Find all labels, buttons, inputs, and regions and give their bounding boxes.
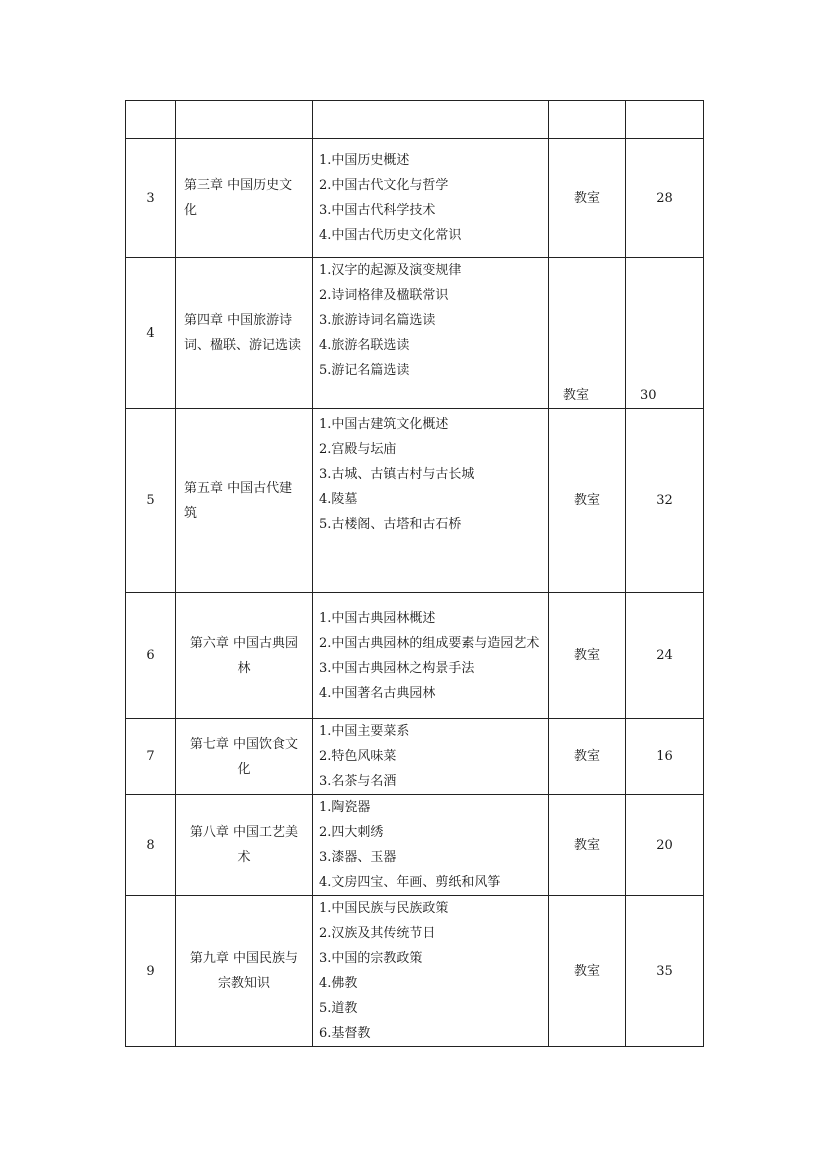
chapter-title: 第六章 中国古典园林 [176, 593, 313, 719]
content-item: 4.旅游名联选读 [319, 338, 410, 353]
table-cell-empty [176, 101, 313, 139]
content-item: 2.宫殿与坛庙 [319, 442, 397, 457]
content-item: 1.中国主要菜系 [319, 724, 410, 739]
teaching-place: 教室 [549, 795, 626, 896]
class-hours-text: 30 [640, 388, 657, 403]
row-number: 5 [126, 409, 176, 593]
table-row-empty [126, 101, 704, 139]
class-hours: 20 [626, 795, 704, 896]
content-item: 2.中国古代文化与哲学 [319, 178, 449, 193]
row-number: 7 [126, 719, 176, 795]
teaching-place: 教室 [549, 139, 626, 258]
table-row [126, 258, 704, 409]
content-item: 5.游记名篇选读 [319, 363, 410, 378]
chapter-contents [313, 409, 549, 593]
content-item: 1.中国古典园林概述 [319, 610, 436, 626]
content-item: 3.古城、古镇古村与古长城 [319, 467, 475, 482]
table-row [126, 593, 704, 719]
chapter-title: 第八章 中国工艺美术 [176, 795, 313, 896]
table-cell-empty [313, 101, 549, 139]
content-item: 4.佛教 [319, 976, 358, 991]
content-item: 1.中国民族与民族政策 [319, 901, 449, 916]
class-hours [626, 258, 704, 409]
content-item: 5.道教 [319, 1001, 358, 1016]
content-item: 6.基督教 [319, 1026, 371, 1041]
content-item: 3.中国的宗教政策 [319, 951, 423, 966]
content-item: 2.诗词格律及楹联常识 [319, 288, 449, 303]
class-hours: 32 [626, 409, 704, 593]
table-row [126, 896, 704, 1047]
content-item: 3.名茶与名酒 [319, 774, 397, 789]
chapter-contents [313, 139, 549, 258]
chapter-title: 第九章 中国民族与宗教知识 [176, 896, 313, 1047]
content-item: 1.汉字的起源及演变规律 [319, 263, 462, 278]
chapter-contents [313, 258, 549, 409]
teaching-place-text: 教室 [563, 388, 590, 403]
content-item: 4.文房四宝、年画、剪纸和风筝 [319, 875, 501, 890]
content-item: 2.汉族及其传统节日 [319, 926, 436, 941]
content-item: 2.中国古典园林的组成要素与造园艺术 [319, 635, 540, 651]
chapter-contents [313, 896, 549, 1047]
row-number: 9 [126, 896, 176, 1047]
row-number: 4 [126, 258, 176, 409]
content-item: 4.中国古代历史文化常识 [319, 228, 462, 243]
course-schedule-table [125, 100, 704, 1047]
content-item: 3.旅游诗词名篇选读 [319, 313, 436, 328]
chapter-contents [313, 593, 549, 719]
class-hours: 35 [626, 896, 704, 1047]
teaching-place: 教室 [549, 719, 626, 795]
table-row [126, 719, 704, 795]
class-hours: 24 [626, 593, 704, 719]
class-hours: 16 [626, 719, 704, 795]
content-item: 2.四大刺绣 [319, 825, 384, 840]
row-number: 3 [126, 139, 176, 258]
class-hours: 28 [626, 139, 704, 258]
row-number: 8 [126, 795, 176, 896]
table-cell-empty [126, 101, 176, 139]
content-item: 2.特色风味菜 [319, 749, 397, 764]
chapter-title: 第五章 中国古代建筑 [176, 409, 313, 593]
content-item: 1.中国古建筑文化概述 [319, 417, 449, 432]
teaching-place: 教室 [549, 409, 626, 593]
content-item: 4.陵墓 [319, 492, 358, 507]
chapter-title: 第三章 中国历史文化 [176, 139, 313, 258]
content-item: 1.陶瓷器 [319, 800, 371, 815]
content-item: 3.漆器、玉器 [319, 850, 397, 865]
content-item: 3.中国古典园林之构景手法 [319, 660, 475, 676]
chapter-title: 第四章 中国旅游诗词、楹联、游记选读 [176, 258, 313, 409]
table-cell-empty [626, 101, 704, 139]
content-item: 5.古楼阁、古塔和古石桥 [319, 517, 462, 532]
teaching-place: 教室 [549, 593, 626, 719]
content-item: 4.中国著名古典园林 [319, 685, 436, 701]
table-row [126, 409, 704, 593]
row-number: 6 [126, 593, 176, 719]
table-cell-empty [549, 101, 626, 139]
table-row [126, 795, 704, 896]
chapter-contents [313, 795, 549, 896]
content-item: 3.中国古代科学技术 [319, 203, 436, 218]
content-item: 1.中国历史概述 [319, 153, 410, 168]
teaching-place: 教室 [549, 896, 626, 1047]
chapter-contents [313, 719, 549, 795]
table-row [126, 139, 704, 258]
teaching-place [549, 258, 626, 409]
chapter-title: 第七章 中国饮食文化 [176, 719, 313, 795]
